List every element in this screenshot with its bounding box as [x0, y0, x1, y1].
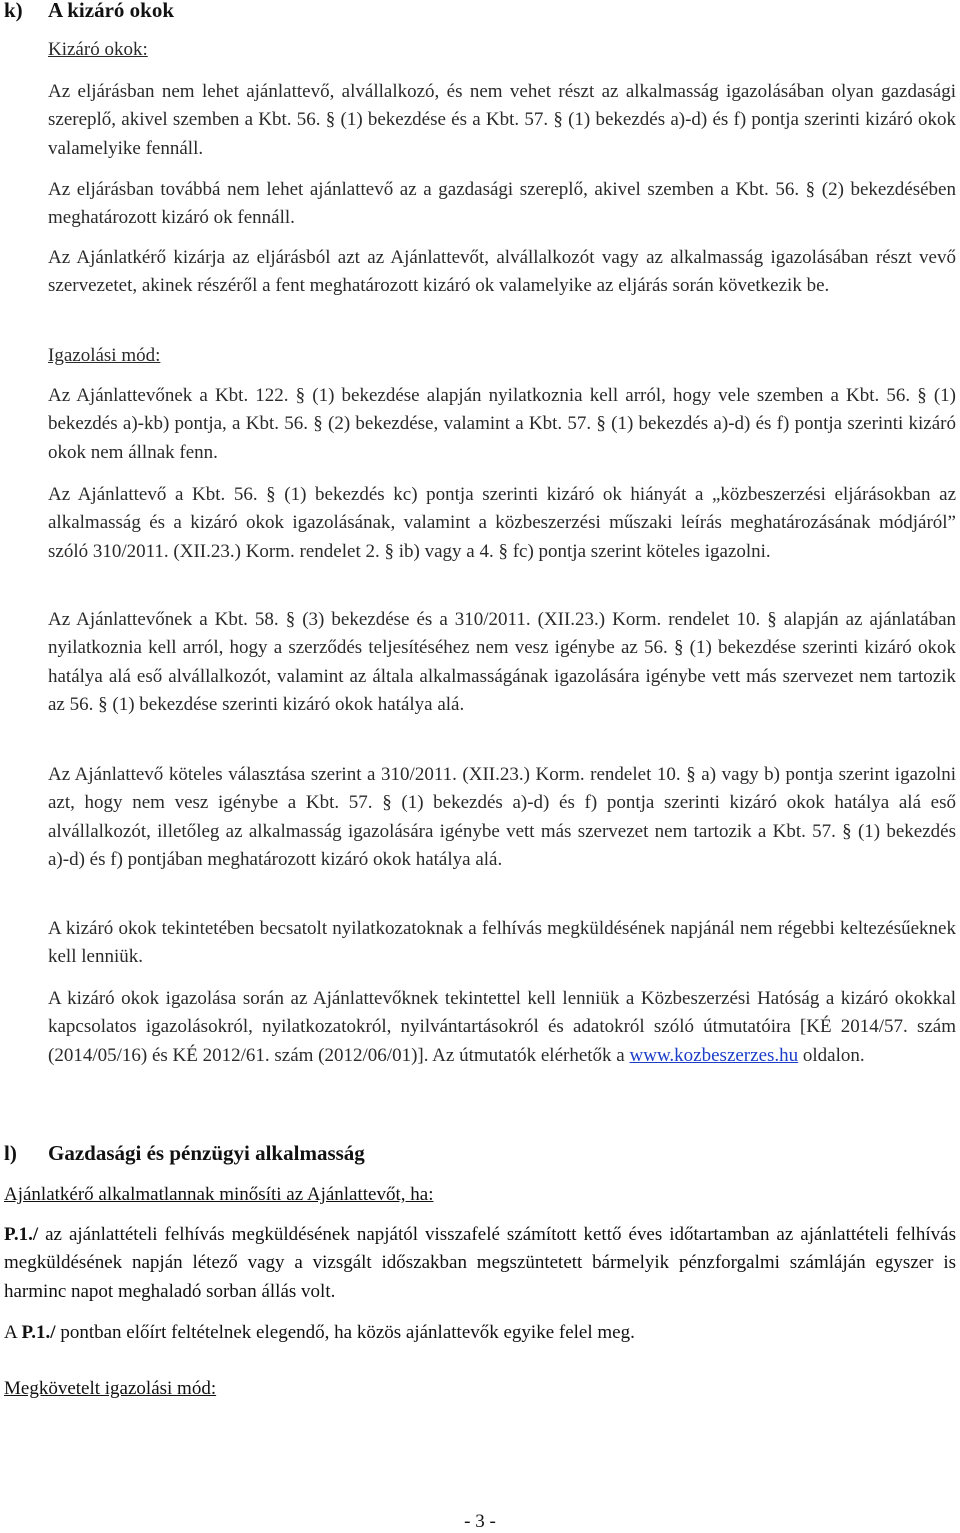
proof-method-heading: Igazolási mód:	[48, 345, 161, 366]
exclusion-paragraph-3: Az Ajánlatkérő kizárja az eljárásból azt az Ajánlattevőt, alvállalkozót vagy az alkalmasság igazolásában részt vevő szervezetet, akinek részéről a fent meghatározott kizáró ok valamelyike az eljárás során következik be.	[48, 247, 956, 297]
proof-paragraph-4: Az Ajánlattevő köteles választása szerint a 310/2011. (XII.23.) Korm. rendelet 10. § a) vagy b) pontja szerint igazolni azt, hogy nem vesz igénybe a Kbt. 57. § (1) bekezdés a)-d) és f) pontja szerinti kizáró okok hatálya alá eső alvállalkozót, illetőleg az alkalmasság igazolására igénybe vett más szervezet nem tartozik a Kbt. 57. § (1) bekezdés a)-d) és f) pontjában meghatározott kizáró okok hatálya alá.	[48, 764, 956, 870]
section-k-title: A kizáró okok	[48, 0, 175, 22]
exclusion-paragraph-2: Az eljárásban továbbá nem lehet ajánlattevő az a gazdasági szereplő, akivel szemben a Kbt. 56. § (2) bekezdésében meghatározott kizáró ok fennáll.	[48, 179, 956, 229]
section-k-label: k)	[4, 0, 23, 22]
page-number: - 3 -	[464, 1511, 496, 1532]
required-proof-heading: Megkövetelt igazolási mód:	[4, 1378, 217, 1399]
exclusion-paragraph-1: Az eljárásban nem lehet ajánlattevő, alvállalkozó, és nem vehet részt az alkalmasság igazolásában olyan gazdasági szereplő, akivel szemben a Kbt. 56. § (1) bekezdése és a Kbt. 57. § (1) bekezdés a)-d) és f) pontja szerinti kizáró okok valamelyike fennáll.	[48, 81, 956, 159]
guidance-text-end: oldalon.	[798, 1044, 865, 1066]
criterion-note-text: pontban előírt feltételnek elegendő, ha közös ajánlattevők egyike felel meg.	[55, 1322, 635, 1343]
proof-paragraph-2: Az Ajánlattevő a Kbt. 56. § (1) bekezdés kc) pontja szerinti kizáró ok hiányát a „közbeszerzési eljárásokban az alkalmasság és a kizáró okok igazolásának, valamint a közbeszerzési műszaki leírás meghatározásának módjáról” szóló 310/2011. (XII.23.) Korm. rendelet 2. § ib) vagy a 4. § fc) pontja szerint köteles igazolni.	[48, 484, 956, 562]
proof-paragraph-1: Az Ajánlattevőnek a Kbt. 122. § (1) bekezdése alapján nyilatkoznia kell arról, hogy vele szemben a Kbt. 56. § (1) bekezdés a)-kb) pontja, a Kbt. 56. § (2) bekezdése, valamint a Kbt. 57. § (1) bekezdés a)-d) és f) pontja szerinti kizáró okok nem állnak fenn.	[48, 385, 956, 463]
proof-paragraph-6	[48, 985, 956, 1070]
section-l-title: Gazdasági és pénzügyi alkalmasság	[48, 1141, 365, 1165]
section-k-heading	[4, 0, 174, 22]
criterion-note-label: P.1./	[21, 1322, 56, 1343]
criterion-p1-label: P.1./	[4, 1224, 39, 1245]
exclusion-grounds-heading: Kizáró okok:	[48, 39, 148, 60]
criterion-note-prefix: A	[4, 1322, 22, 1343]
unfit-criteria-heading: Ajánlatkérő alkalmatlannak minősíti az Ajánlattevőt, ha:	[4, 1184, 434, 1205]
guidance-text: A kizáró okok igazolása során az Ajánlattevőknek tekintettel kell lenniük a Közbeszerzési Hatóság a kizáró okokkal kapcsolatos igazolásokról, nyilatkozatokról, nyilvántartásokról és adatokról szóló útmutatóira [KÉ 2014/57. szám (2014/05/16) és KÉ 2012/61. szám (2012/06/01)]. Az útmutatók elérhetők a	[48, 988, 956, 1066]
proof-paragraph-5: A kizáró okok tekintetében becsatolt nyilatkozatoknak a felhívás megküldésének napjánál nem régebbi keltezésűeknek kell lenniük.	[48, 918, 956, 968]
criterion-p1-text: az ajánlattételi felhívás megküldésének napjától visszafelé számított kettő éves időtartamban az ajánlattételi felhívás megküldésének napján létező vagy a vizsgált időszakban megszüntetett bármelyik pénzforgalmi számláján egyszer is harminc napot meghaladó sorban állás volt.	[4, 1224, 956, 1302]
criterion-p1-note	[4, 1319, 956, 1347]
proof-paragraph-3: Az Ajánlattevőnek a Kbt. 58. § (3) bekezdése és a 310/2011. (XII.23.) Korm. rendelet 10. § alapján az ajánlatában nyilatkoznia kell arról, hogy a szerződés teljesítéséhez nem vesz igénybe az 56. § (1) bekezdése szerinti kizáró okok hatálya alá eső alvállalkozót, valamint az általa alkalmasságának igazolására igénybe vett más szervezet nem tartozik az 56. § (1) bekezdése szerinti kizáró okok hatálya alá.	[48, 609, 956, 715]
kozbeszerzes-link[interactable]: www.kozbeszerzes.hu	[629, 1044, 799, 1066]
section-l-heading	[4, 1141, 365, 1165]
criterion-p1	[4, 1221, 956, 1306]
section-l-label: l)	[4, 1141, 17, 1165]
